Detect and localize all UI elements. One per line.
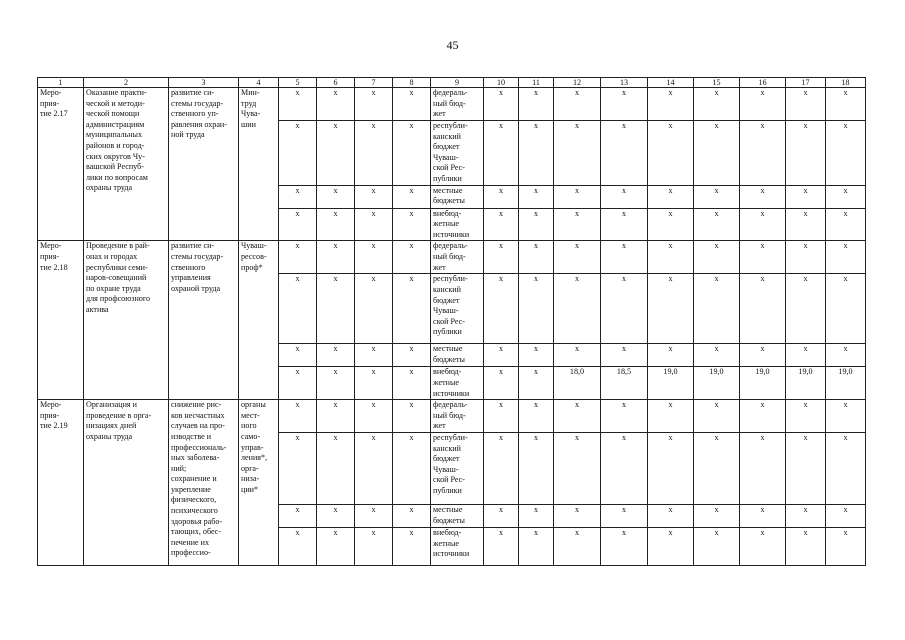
value-cell: x xyxy=(601,504,648,527)
value-cell: x xyxy=(484,400,519,433)
value-cell: x xyxy=(648,527,694,565)
value-cell: x xyxy=(317,432,355,504)
value-cell: x xyxy=(317,241,355,274)
value-cell: x xyxy=(484,527,519,565)
value-cell: x xyxy=(694,241,740,274)
value-cell: x xyxy=(519,121,554,186)
value-cell: x xyxy=(279,400,317,433)
column-number-header: 15 xyxy=(694,78,740,88)
value-cell: x xyxy=(484,274,519,344)
funding-source xyxy=(431,208,484,241)
value-cell: x xyxy=(648,208,694,241)
value-cell: x xyxy=(826,527,866,565)
activity-id xyxy=(38,88,84,241)
activity-executor-text: Чуваш- рессов- проф* xyxy=(241,241,267,272)
funding-source-text: внебюд- жетные источники xyxy=(433,527,470,559)
value-cell: x xyxy=(393,208,431,241)
value-cell: x xyxy=(317,344,355,367)
value-cell: x xyxy=(826,241,866,274)
value-cell: x xyxy=(740,208,786,241)
value-cell: x xyxy=(317,527,355,565)
column-number-header: 3 xyxy=(169,78,239,88)
value-cell: x xyxy=(648,185,694,208)
funding-source xyxy=(431,88,484,121)
activity-id xyxy=(38,400,84,566)
value-cell: x xyxy=(740,185,786,208)
value-cell: x xyxy=(601,527,648,565)
value-cell: x xyxy=(826,344,866,367)
activity-result xyxy=(169,88,239,241)
column-number-header: 12 xyxy=(554,78,601,88)
value-cell: x xyxy=(694,208,740,241)
value-cell: x xyxy=(648,121,694,186)
value-cell: x xyxy=(740,527,786,565)
value-cell: x xyxy=(554,400,601,433)
value-cell: x xyxy=(519,88,554,121)
funding-source-text: местные бюджеты xyxy=(433,344,465,364)
value-cell: x xyxy=(317,274,355,344)
activity-executor xyxy=(239,400,279,566)
column-number-header: 14 xyxy=(648,78,694,88)
table-row xyxy=(38,88,866,121)
value-cell: x xyxy=(519,504,554,527)
value-cell: x xyxy=(279,367,317,400)
value-cell: x xyxy=(826,274,866,344)
value-cell: x xyxy=(694,344,740,367)
value-cell: x xyxy=(279,208,317,241)
column-number-header: 5 xyxy=(279,78,317,88)
funding-source-text: местные бюджеты xyxy=(433,504,465,525)
value-cell: x xyxy=(355,527,393,565)
value-cell: x xyxy=(694,432,740,504)
funding-source xyxy=(431,400,484,433)
value-cell: x xyxy=(786,504,826,527)
value-cell: x xyxy=(484,88,519,121)
value-cell: x xyxy=(355,241,393,274)
value-cell: x xyxy=(393,344,431,367)
value-cell: x xyxy=(355,504,393,527)
value-cell: x xyxy=(393,527,431,565)
value-cell: x xyxy=(601,121,648,186)
value-cell: x xyxy=(601,432,648,504)
value-cell: x xyxy=(355,185,393,208)
value-cell: x xyxy=(355,121,393,186)
column-number-header: 1 xyxy=(38,78,84,88)
value-cell: x xyxy=(786,241,826,274)
value-cell: x xyxy=(317,185,355,208)
column-number-header: 4 xyxy=(239,78,279,88)
value-cell: x xyxy=(694,527,740,565)
value-cell: x xyxy=(826,88,866,121)
funding-source xyxy=(431,274,484,344)
value-cell: x xyxy=(601,344,648,367)
value-cell: x xyxy=(484,121,519,186)
value-cell: x xyxy=(740,241,786,274)
value-cell: x xyxy=(601,208,648,241)
activity-executor-text: органы мест- ного само- управ- ления*, орга- низа- ции* xyxy=(241,400,268,494)
value-cell: x xyxy=(786,344,826,367)
value-cell: x xyxy=(519,274,554,344)
value-cell: x xyxy=(279,185,317,208)
value-cell: x xyxy=(740,432,786,504)
page-number: 45 xyxy=(446,38,459,52)
value-cell: x xyxy=(355,208,393,241)
funding-source-text: местные бюджеты xyxy=(433,185,465,206)
value-cell: x xyxy=(519,527,554,565)
value-cell: x xyxy=(786,121,826,186)
activity-name-text: Организация и проведение в орга- низациях дней охраны труда xyxy=(86,400,152,441)
value-cell: 18,5 xyxy=(601,367,648,400)
value-cell: x xyxy=(601,88,648,121)
value-cell: x xyxy=(279,527,317,565)
value-cell: x xyxy=(519,241,554,274)
column-number-header: 8 xyxy=(393,78,431,88)
activity-name xyxy=(84,88,169,241)
value-cell: 19,0 xyxy=(694,367,740,400)
table-row xyxy=(38,400,866,433)
table-row xyxy=(38,241,866,274)
value-cell: x xyxy=(279,274,317,344)
value-cell: x xyxy=(554,185,601,208)
value-cell: x xyxy=(554,274,601,344)
value-cell: x xyxy=(355,88,393,121)
column-number-header: 7 xyxy=(355,78,393,88)
value-cell: x xyxy=(393,88,431,121)
activity-id xyxy=(38,241,84,400)
value-cell: x xyxy=(740,88,786,121)
column-number-header: 10 xyxy=(484,78,519,88)
funding-source-text: внебюд- жетные источники xyxy=(433,367,470,398)
activity-id-text: Меро- прия- тие 2.17 xyxy=(40,88,68,119)
budget-activities-table xyxy=(37,77,866,566)
value-cell: x xyxy=(317,121,355,186)
value-cell: x xyxy=(519,400,554,433)
value-cell: x xyxy=(317,88,355,121)
value-cell: x xyxy=(694,274,740,344)
funding-source-text: федераль- ный бюд- жет xyxy=(433,400,468,431)
value-cell: x xyxy=(786,400,826,433)
value-cell: x xyxy=(554,88,601,121)
activity-executor xyxy=(239,241,279,400)
value-cell: 19,0 xyxy=(740,367,786,400)
value-cell: x xyxy=(519,432,554,504)
value-cell: x xyxy=(740,274,786,344)
value-cell: x xyxy=(393,121,431,186)
column-number-header: 17 xyxy=(786,78,826,88)
value-cell: x xyxy=(519,367,554,400)
activity-result xyxy=(169,400,239,566)
activity-name-text: Проведение в рай- онах и городах республики семи- наров-совещаний по охране труда для профсоюзного актива xyxy=(86,241,150,314)
funding-source xyxy=(431,527,484,565)
value-cell: x xyxy=(484,185,519,208)
column-number-header: 2 xyxy=(84,78,169,88)
value-cell: x xyxy=(601,400,648,433)
value-cell: x xyxy=(554,344,601,367)
value-cell: x xyxy=(786,432,826,504)
value-cell: x xyxy=(393,241,431,274)
column-number-header: 13 xyxy=(601,78,648,88)
value-cell: x xyxy=(694,504,740,527)
value-cell: x xyxy=(786,527,826,565)
value-cell: x xyxy=(601,185,648,208)
activity-result-text: развитие си- стемы государ- ственного уп- равления охран- ной труда xyxy=(171,88,227,140)
value-cell: x xyxy=(355,432,393,504)
value-cell: x xyxy=(279,241,317,274)
funding-source-text: республи- канский бюджет Чуваш- ской Рес- публики xyxy=(433,121,468,183)
activity-name xyxy=(84,241,169,400)
activity-result-text: снижение рис- ков несчастных случаев на про- изводстве и профессиональ- ных заболева- ний; сохранение и укрепление физического, психического здоровья рабо- тающих, обес- печение их профессио- xyxy=(171,400,227,558)
value-cell: x xyxy=(826,504,866,527)
value-cell: x xyxy=(317,400,355,433)
funding-source xyxy=(431,504,484,527)
value-cell: x xyxy=(484,208,519,241)
activity-result xyxy=(169,241,239,400)
value-cell: x xyxy=(740,400,786,433)
value-cell: x xyxy=(355,274,393,344)
column-number-header: 9 xyxy=(431,78,484,88)
funding-source xyxy=(431,185,484,208)
funding-source-text: федераль- ный бюд- жет xyxy=(433,241,468,272)
value-cell: x xyxy=(786,274,826,344)
funding-source xyxy=(431,241,484,274)
value-cell: x xyxy=(648,241,694,274)
value-cell: x xyxy=(484,432,519,504)
value-cell: x xyxy=(317,367,355,400)
value-cell: x xyxy=(279,88,317,121)
activity-name xyxy=(84,400,169,566)
value-cell: x xyxy=(554,121,601,186)
funding-source xyxy=(431,344,484,367)
value-cell: x xyxy=(826,432,866,504)
value-cell: x xyxy=(826,400,866,433)
value-cell: x xyxy=(648,400,694,433)
value-cell: x xyxy=(519,344,554,367)
value-cell: x xyxy=(554,208,601,241)
value-cell: x xyxy=(484,241,519,274)
value-cell: x xyxy=(393,274,431,344)
value-cell: x xyxy=(279,344,317,367)
value-cell: x xyxy=(484,504,519,527)
value-cell: x xyxy=(601,274,648,344)
value-cell: x xyxy=(826,185,866,208)
value-cell: 19,0 xyxy=(826,367,866,400)
value-cell: x xyxy=(554,504,601,527)
value-cell: x xyxy=(694,185,740,208)
value-cell: x xyxy=(554,241,601,274)
value-cell: x xyxy=(648,504,694,527)
value-cell: x xyxy=(519,208,554,241)
value-cell: x xyxy=(648,88,694,121)
column-number-header: 18 xyxy=(826,78,866,88)
value-cell: 18,0 xyxy=(554,367,601,400)
funding-source xyxy=(431,121,484,186)
value-cell: x xyxy=(279,121,317,186)
funding-source-text: внебюд- жетные источники xyxy=(433,208,470,239)
activity-name-text: Оказание практи- ческой и методи- ческой помощи администрациям муниципальных районов и город- ских округов Чу- вашской Респуб- лики по вопросам охраны труда xyxy=(86,88,148,193)
value-cell: x xyxy=(786,208,826,241)
column-number-header: 6 xyxy=(317,78,355,88)
value-cell: 19,0 xyxy=(648,367,694,400)
column-number-header: 16 xyxy=(740,78,786,88)
value-cell: x xyxy=(740,121,786,186)
value-cell: x xyxy=(393,432,431,504)
value-cell: x xyxy=(279,432,317,504)
funding-source-text: федераль- ный бюд- жет xyxy=(433,88,468,119)
value-cell: x xyxy=(355,400,393,433)
value-cell: x xyxy=(355,367,393,400)
value-cell: x xyxy=(393,367,431,400)
activity-id-text: Меро- прия- тие 2.19 xyxy=(40,400,68,431)
value-cell: x xyxy=(740,504,786,527)
funding-source xyxy=(431,367,484,400)
value-cell: x xyxy=(519,185,554,208)
value-cell: x xyxy=(694,400,740,433)
value-cell: x xyxy=(393,504,431,527)
value-cell: x xyxy=(786,88,826,121)
value-cell: x xyxy=(648,344,694,367)
column-number-header: 11 xyxy=(519,78,554,88)
value-cell: x xyxy=(317,208,355,241)
value-cell: x xyxy=(648,274,694,344)
activity-id-text: Меро- прия- тие 2.18 xyxy=(40,241,68,272)
activity-executor xyxy=(239,88,279,241)
activity-executor-text: Мин- труд Чува- шии xyxy=(241,88,261,129)
value-cell: x xyxy=(648,432,694,504)
value-cell: x xyxy=(826,121,866,186)
value-cell: x xyxy=(484,344,519,367)
value-cell: 19,0 xyxy=(786,367,826,400)
value-cell: x xyxy=(826,208,866,241)
value-cell: x xyxy=(279,504,317,527)
value-cell: x xyxy=(601,241,648,274)
value-cell: x xyxy=(393,400,431,433)
funding-source xyxy=(431,432,484,504)
value-cell: x xyxy=(694,121,740,186)
value-cell: x xyxy=(554,527,601,565)
value-cell: x xyxy=(355,344,393,367)
value-cell: x xyxy=(484,367,519,400)
activity-result-text: развитие си- стемы государ- ственного управления охраной труда xyxy=(171,241,224,293)
value-cell: x xyxy=(317,504,355,527)
value-cell: x xyxy=(740,344,786,367)
funding-source-text: республи- канский бюджет Чуваш- ской Рес- публики xyxy=(433,432,468,495)
funding-source-text: республи- канский бюджет Чуваш- ской Рес- публики xyxy=(433,274,468,337)
value-cell: x xyxy=(786,185,826,208)
value-cell: x xyxy=(694,88,740,121)
value-cell: x xyxy=(554,432,601,504)
value-cell: x xyxy=(393,185,431,208)
header-row xyxy=(38,78,866,88)
